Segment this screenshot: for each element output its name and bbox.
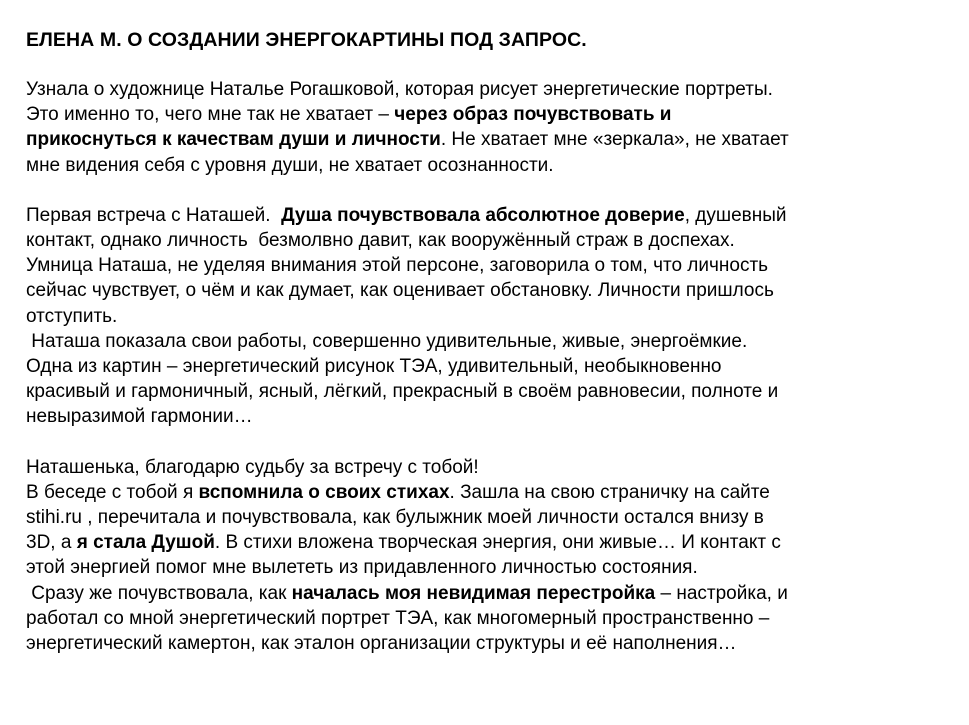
paragraph-2-line-5: отступить. xyxy=(26,305,118,327)
paragraph-3-line-4-plain-a: 3D, а xyxy=(26,532,77,554)
paragraph-1-line-3-plain: . Не хватает мне «зеркала», не хватает xyxy=(440,129,789,151)
paragraph-1-line-3 xyxy=(26,127,941,152)
paragraph-3-line-6-plain-a: Сразу же почувствовала, как xyxy=(26,582,292,604)
paragraph-2-line-2: контакт, однако личность безмолвно давит, как вооружённый страж в доспехах. xyxy=(26,230,735,252)
paragraph-3-line-4-plain-b: . В стихи вложена творческая энергия, они живые… И контакт с xyxy=(214,532,781,554)
paragraph-1-line-2-plain: Это именно то, чего мне так не хватает – xyxy=(26,104,395,126)
paragraph-1-line-2-bold: через образ почувствовать и xyxy=(394,104,672,126)
paragraph-2-line-9: невыразимой гармонии… xyxy=(26,406,253,428)
paragraph-3-line-8: энергетический камертон, как эталон организации структуры и её наполнения… xyxy=(26,633,737,655)
paragraph-3-line-7: работал со мной энергетический портрет ТЭА, как многомерный пространственно – xyxy=(26,607,770,629)
paragraph-3-line-6-plain-b: – настройка, и xyxy=(655,582,788,604)
paragraph-gap-1 xyxy=(26,178,941,203)
paragraph-2-line-7: Одна из картин – энергетический рисунок ТЭА, удивительный, необыкновенно xyxy=(26,356,722,378)
paragraph-2-line-6: Наташа показала свои работы, совершенно удивительные, живые, энергоёмкие. xyxy=(26,330,748,352)
paragraph-3 xyxy=(26,455,941,657)
page-title: ЕЛЕНА М. О СОЗДАНИИ ЭНЕРГОКАРТИНЫ ПОД ЗАПРОС. xyxy=(26,29,587,51)
paragraph-3-line-3: stihi.ru , перечитала и почувствовала, как булыжник моей личности остался внизу в xyxy=(26,507,764,529)
paragraph-3-line-1: Наташенька, благодарю судьбу за встречу с тобой! xyxy=(26,456,479,478)
paragraph-2-line-3: Умница Наташа, не уделяя внимания этой персоне, заговорила о том, что личность xyxy=(26,255,769,277)
paragraph-2-line-1 xyxy=(26,203,941,228)
title-spacer xyxy=(26,52,941,77)
paragraph-2-line-1-bold: Душа почувствовала абсолютное доверие xyxy=(281,204,685,226)
paragraph-2-line-1-plain-a: Первая встреча с Наташей. xyxy=(26,204,282,226)
paragraph-2-line-8: красивый и гармоничный, ясный, лёгкий, прекрасный в своём равновесии, полноте и xyxy=(26,381,779,403)
paragraph-2-line-1-plain-b: , душевный xyxy=(684,204,787,226)
paragraph-3-line-6-bold: началась моя невидимая перестройка xyxy=(291,582,656,604)
paragraph-3-line-2 xyxy=(26,480,941,505)
paragraph-3-line-4 xyxy=(26,530,941,555)
paragraph-1-line-2 xyxy=(26,102,941,127)
paragraph-3-line-5: этой энергией помог мне вылететь из придавленного личностью состояния. xyxy=(26,557,698,579)
paragraph-3-line-2-bold: вспомнила о своих стихах xyxy=(198,481,450,503)
paragraph-gap-2 xyxy=(26,430,941,455)
paragraph-2 xyxy=(26,203,941,430)
paragraph-1-line-1: Узнала о художнице Наталье Рогашковой, которая рисует энергетические портреты. xyxy=(26,79,773,100)
paragraph-2-line-4: сейчас чувствует, о чём и как думает, как оценивает обстановку. Личности пришлось xyxy=(26,280,774,302)
paragraph-1 xyxy=(26,77,941,178)
paragraph-3-line-6 xyxy=(26,581,941,606)
paragraph-1-line-4: мне видения себя с уровня души, не хватает осознанности. xyxy=(26,154,554,176)
paragraph-3-line-4-bold: я стала Душой xyxy=(76,532,215,554)
paragraph-3-line-2-plain-b: . Зашла на свою страничку на сайте xyxy=(449,481,770,503)
paragraph-3-line-2-plain-a: В беседе с тобой я xyxy=(26,481,199,503)
paragraph-1-line-3-bold: прикоснуться к качествам души и личности xyxy=(26,129,441,151)
